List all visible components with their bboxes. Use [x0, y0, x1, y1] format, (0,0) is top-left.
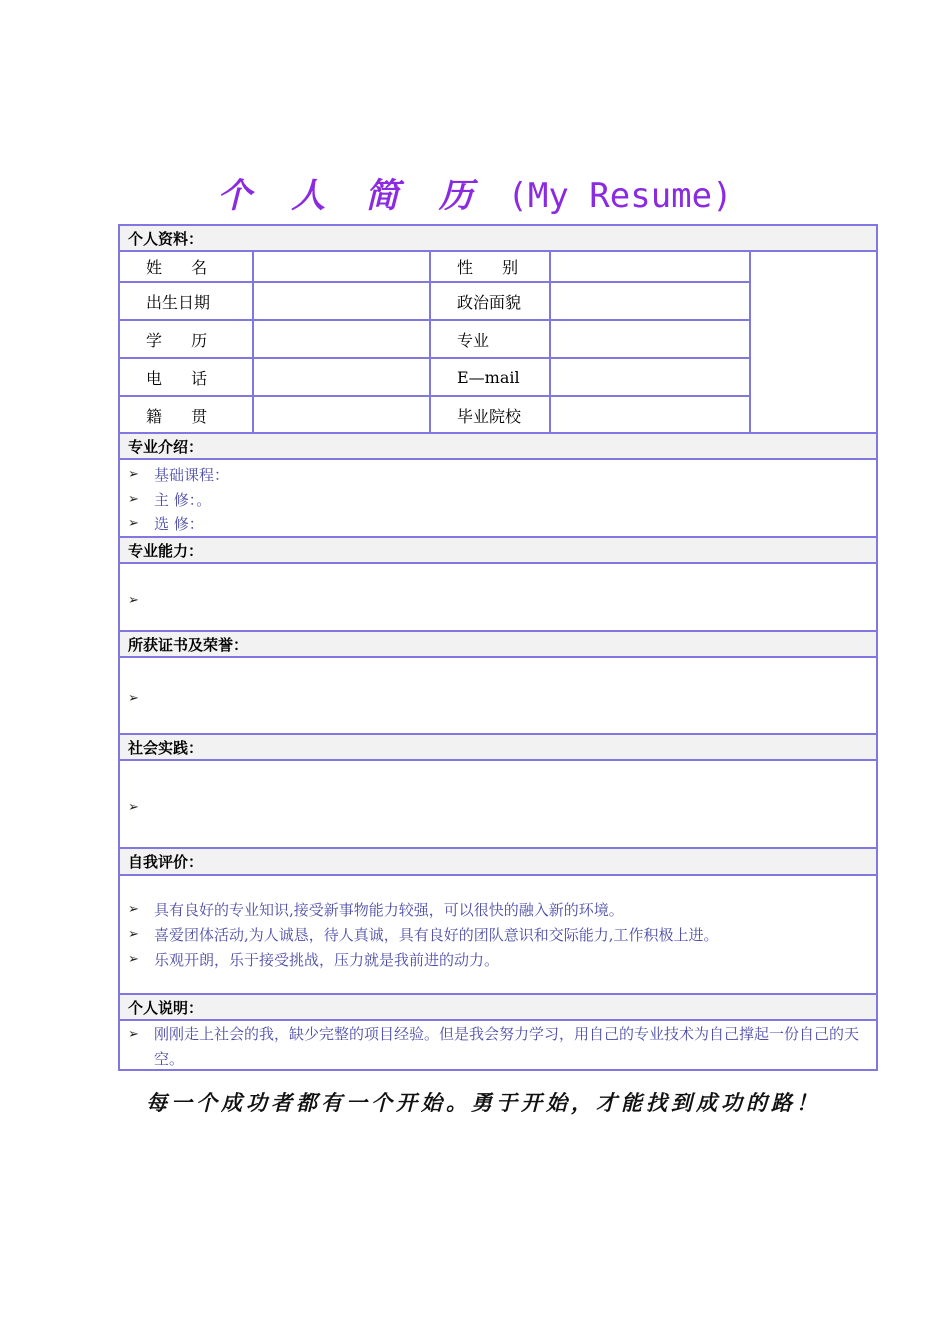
bullet-arrow-icon: ➢	[128, 466, 139, 482]
bullet-arrow-icon: ➢	[128, 901, 139, 917]
bullet-arrow-icon: ➢	[128, 592, 139, 608]
section-self-eval-header: 自我评价：	[120, 847, 876, 876]
value-school[interactable]	[551, 397, 751, 434]
bullet-arrow-icon: ➢	[128, 1027, 139, 1042]
major-item-elective-text: 选 修：	[154, 514, 204, 533]
label-phone-text: 电 话	[146, 368, 220, 388]
section-ability-header: 专业能力：	[120, 536, 876, 564]
self-eval-item-text: 具有良好的专业知识,接受新事物能力较强，可以很快的融入新的环境。	[154, 900, 624, 919]
label-email: E—mail	[431, 359, 551, 397]
self-eval-item-text: 乐观开朗，乐于接受挑战，压力就是我前进的动力。	[154, 950, 500, 969]
major-item-elective	[120, 511, 204, 535]
label-birth: 出生日期	[120, 283, 254, 321]
section-statement-header: 个人说明：	[120, 993, 876, 1021]
bullet-arrow-icon: ➢	[128, 690, 139, 706]
label-politics: 政治面貌	[431, 283, 551, 321]
label-native-text: 籍 贯	[146, 407, 220, 426]
value-name[interactable]	[254, 252, 431, 283]
label-education-text: 学 历	[146, 330, 220, 350]
value-native[interactable]	[254, 397, 431, 434]
label-education	[120, 321, 254, 359]
value-specialty[interactable]	[551, 321, 751, 359]
value-education[interactable]	[254, 321, 431, 359]
major-item-core	[120, 487, 211, 511]
self-eval-item-text: 喜爱团体活动,为人诚恳，待人真诚，具有良好的团队意识和交际能力,工作积极上进。	[154, 925, 719, 944]
label-specialty: 专业	[431, 321, 551, 359]
page-title	[0, 168, 950, 217]
bullet-arrow-icon: ➢	[128, 926, 139, 942]
value-politics[interactable]	[551, 283, 751, 321]
title-english: (My Resume)	[507, 176, 733, 216]
self-eval-item	[120, 897, 624, 921]
title-chinese: 个 人 简 历	[217, 176, 487, 216]
section-major-header: 专业介绍：	[120, 432, 876, 460]
certs-item[interactable]	[120, 686, 154, 710]
self-eval-item	[120, 947, 499, 971]
label-native	[120, 397, 254, 434]
bullet-arrow-icon: ➢	[128, 515, 139, 531]
ability-item[interactable]	[120, 588, 154, 612]
label-name	[120, 252, 254, 283]
value-birth[interactable]	[254, 283, 431, 321]
resume-table	[118, 224, 878, 1071]
bullet-arrow-icon: ➢	[128, 951, 139, 967]
statement-item-text: 刚刚走上社会的我，缺少完整的项目经验。但是我会努力学习，用自己的专业技术为自己撑起一份自己的天空。	[154, 1025, 860, 1068]
major-item-core-text: 主 修：。	[154, 490, 212, 509]
label-school: 毕业院校	[431, 397, 551, 434]
label-gender	[431, 252, 551, 283]
bullet-arrow-icon: ➢	[128, 799, 139, 815]
section-practice-header: 社会实践：	[120, 733, 876, 761]
major-item-basic-text: 基础课程：	[154, 465, 230, 484]
label-name-text: 姓 名	[146, 258, 220, 277]
practice-item[interactable]	[120, 795, 154, 819]
label-gender-text: 性 别	[457, 258, 531, 277]
section-personal-header: 个人资料：	[120, 226, 876, 252]
self-eval-item	[120, 922, 719, 946]
label-phone	[120, 359, 254, 397]
statement-item	[120, 1022, 872, 1072]
photo-area[interactable]	[751, 252, 876, 434]
value-phone[interactable]	[254, 359, 431, 397]
motto-text: 每一个成功者都有一个开始。勇于开始，才能找到成功的路！	[146, 1091, 821, 1115]
value-email[interactable]	[551, 359, 751, 397]
major-item-basic	[120, 462, 229, 486]
section-certs-header: 所获证书及荣誉：	[120, 630, 876, 658]
bullet-arrow-icon: ➢	[128, 491, 139, 507]
value-gender[interactable]	[551, 252, 751, 283]
